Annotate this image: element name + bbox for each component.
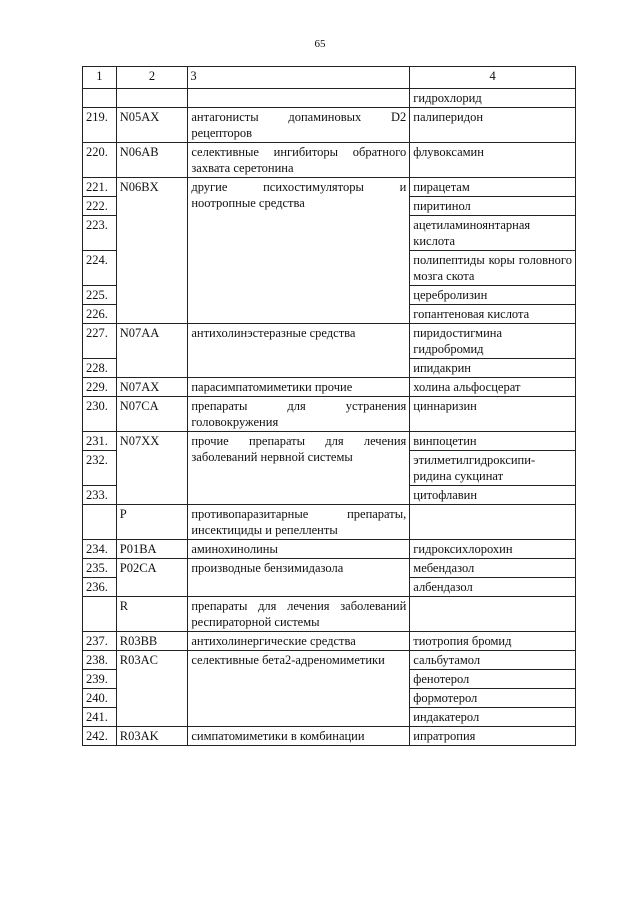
drug-group: парасимпатомиметики прочие <box>188 378 410 397</box>
row-number <box>83 505 117 540</box>
row-number: 220. <box>83 143 117 178</box>
drug-group: препараты для устранения головокружения <box>188 397 410 432</box>
atc-code: R03AK <box>116 727 188 746</box>
drug-group <box>188 89 410 108</box>
drug-group: селективные ингибиторы обратного захвата серетонина <box>188 143 410 178</box>
drug-group: противопаразитарные препараты, инсектициды и репелленты <box>188 505 410 540</box>
atc-code: P02CA <box>116 559 188 597</box>
table-row <box>83 632 576 651</box>
drug-table <box>82 66 576 746</box>
table-row <box>83 651 576 670</box>
row-number: 227. <box>83 324 117 359</box>
table-row <box>83 559 576 578</box>
drug-name: полипептиды коры головного мозга скота <box>410 251 576 286</box>
table-row <box>83 397 576 432</box>
atc-code: N07AX <box>116 378 188 397</box>
row-number: 222. <box>83 197 117 216</box>
header-cell: 4 <box>410 67 576 89</box>
drug-group: другие психостимуляторы и ноотропные средства <box>188 178 410 324</box>
drug-name: албендазол <box>410 578 576 597</box>
drug-name: ипратропия <box>410 727 576 746</box>
drug-name: фенотерол <box>410 670 576 689</box>
drug-name <box>410 597 576 632</box>
atc-code: N05AX <box>116 108 188 143</box>
drug-name: палиперидон <box>410 108 576 143</box>
row-number: 242. <box>83 727 117 746</box>
row-number <box>83 597 117 632</box>
atc-code: R03BB <box>116 632 188 651</box>
drug-group: антагонисты допаминовых D2 рецепторов <box>188 108 410 143</box>
table-header-row <box>83 67 576 89</box>
drug-name: этилметилгидроксипи-ридина сукцинат <box>410 451 576 486</box>
table-row <box>83 108 576 143</box>
drug-group: антихолинергические средства <box>188 632 410 651</box>
header-cell: 3 <box>188 67 410 89</box>
row-number: 239. <box>83 670 117 689</box>
drug-name: пиридостигмина гидробромид <box>410 324 576 359</box>
atc-code: N07AA <box>116 324 188 378</box>
atc-code: N06AB <box>116 143 188 178</box>
drug-name: гидрохлорид <box>410 89 576 108</box>
drug-group: антихолинэстеразные средства <box>188 324 410 378</box>
row-number: 219. <box>83 108 117 143</box>
row-number: 225. <box>83 286 117 305</box>
row-number <box>83 89 117 108</box>
atc-code: N06BX <box>116 178 188 324</box>
drug-group: производные бензимидазола <box>188 559 410 597</box>
drug-name: индакатерол <box>410 708 576 727</box>
page-number: 65 <box>314 38 326 50</box>
drug-name: флувоксамин <box>410 143 576 178</box>
drug-group: симпатомиметики в комбинации <box>188 727 410 746</box>
row-number: 224. <box>83 251 117 286</box>
drug-group: селективные бета2-адреномиметики <box>188 651 410 727</box>
table-row <box>83 432 576 451</box>
table-row <box>83 378 576 397</box>
drug-name: мебендазол <box>410 559 576 578</box>
atc-code: R <box>116 597 188 632</box>
drug-group: аминохинолины <box>188 540 410 559</box>
drug-group: препараты для лечения заболеваний респираторной системы <box>188 597 410 632</box>
row-number: 231. <box>83 432 117 451</box>
table-row <box>83 727 576 746</box>
row-number: 228. <box>83 359 117 378</box>
row-number: 232. <box>83 451 117 486</box>
row-number: 238. <box>83 651 117 670</box>
drug-name: цитофлавин <box>410 486 576 505</box>
drug-name: формотерол <box>410 689 576 708</box>
row-number: 237. <box>83 632 117 651</box>
atc-code: R03AC <box>116 651 188 727</box>
table-row <box>83 89 576 108</box>
row-number: 234. <box>83 540 117 559</box>
row-number: 223. <box>83 216 117 251</box>
drug-name: винпоцетин <box>410 432 576 451</box>
header-cell: 2 <box>116 67 188 89</box>
row-number: 235. <box>83 559 117 578</box>
atc-code: N07CA <box>116 397 188 432</box>
atc-code: N07XX <box>116 432 188 505</box>
row-number: 236. <box>83 578 117 597</box>
header-cell: 1 <box>83 67 117 89</box>
row-number: 226. <box>83 305 117 324</box>
drug-name: гопантеновая кислота <box>410 305 576 324</box>
drug-name: пиритинол <box>410 197 576 216</box>
table-row <box>83 540 576 559</box>
row-number: 221. <box>83 178 117 197</box>
table-row <box>83 597 576 632</box>
atc-code: P01BA <box>116 540 188 559</box>
row-number: 229. <box>83 378 117 397</box>
drug-name: гидроксихлорохин <box>410 540 576 559</box>
row-number: 241. <box>83 708 117 727</box>
drug-name: ипидакрин <box>410 359 576 378</box>
table-row <box>83 178 576 197</box>
drug-name: ацетиламиноянтарная кислота <box>410 216 576 251</box>
table-row <box>83 324 576 359</box>
drug-group: прочие препараты для лечения заболеваний нервной системы <box>188 432 410 505</box>
drug-name: церебролизин <box>410 286 576 305</box>
drug-name: сальбутамол <box>410 651 576 670</box>
row-number: 233. <box>83 486 117 505</box>
row-number: 230. <box>83 397 117 432</box>
atc-code: P <box>116 505 188 540</box>
drug-name: холина альфосцерат <box>410 378 576 397</box>
table-row <box>83 505 576 540</box>
drug-name <box>410 505 576 540</box>
table-row <box>83 143 576 178</box>
drug-name: пирацетам <box>410 178 576 197</box>
drug-name: тиотропия бромид <box>410 632 576 651</box>
row-number: 240. <box>83 689 117 708</box>
drug-name: циннаризин <box>410 397 576 432</box>
atc-code <box>116 89 188 108</box>
